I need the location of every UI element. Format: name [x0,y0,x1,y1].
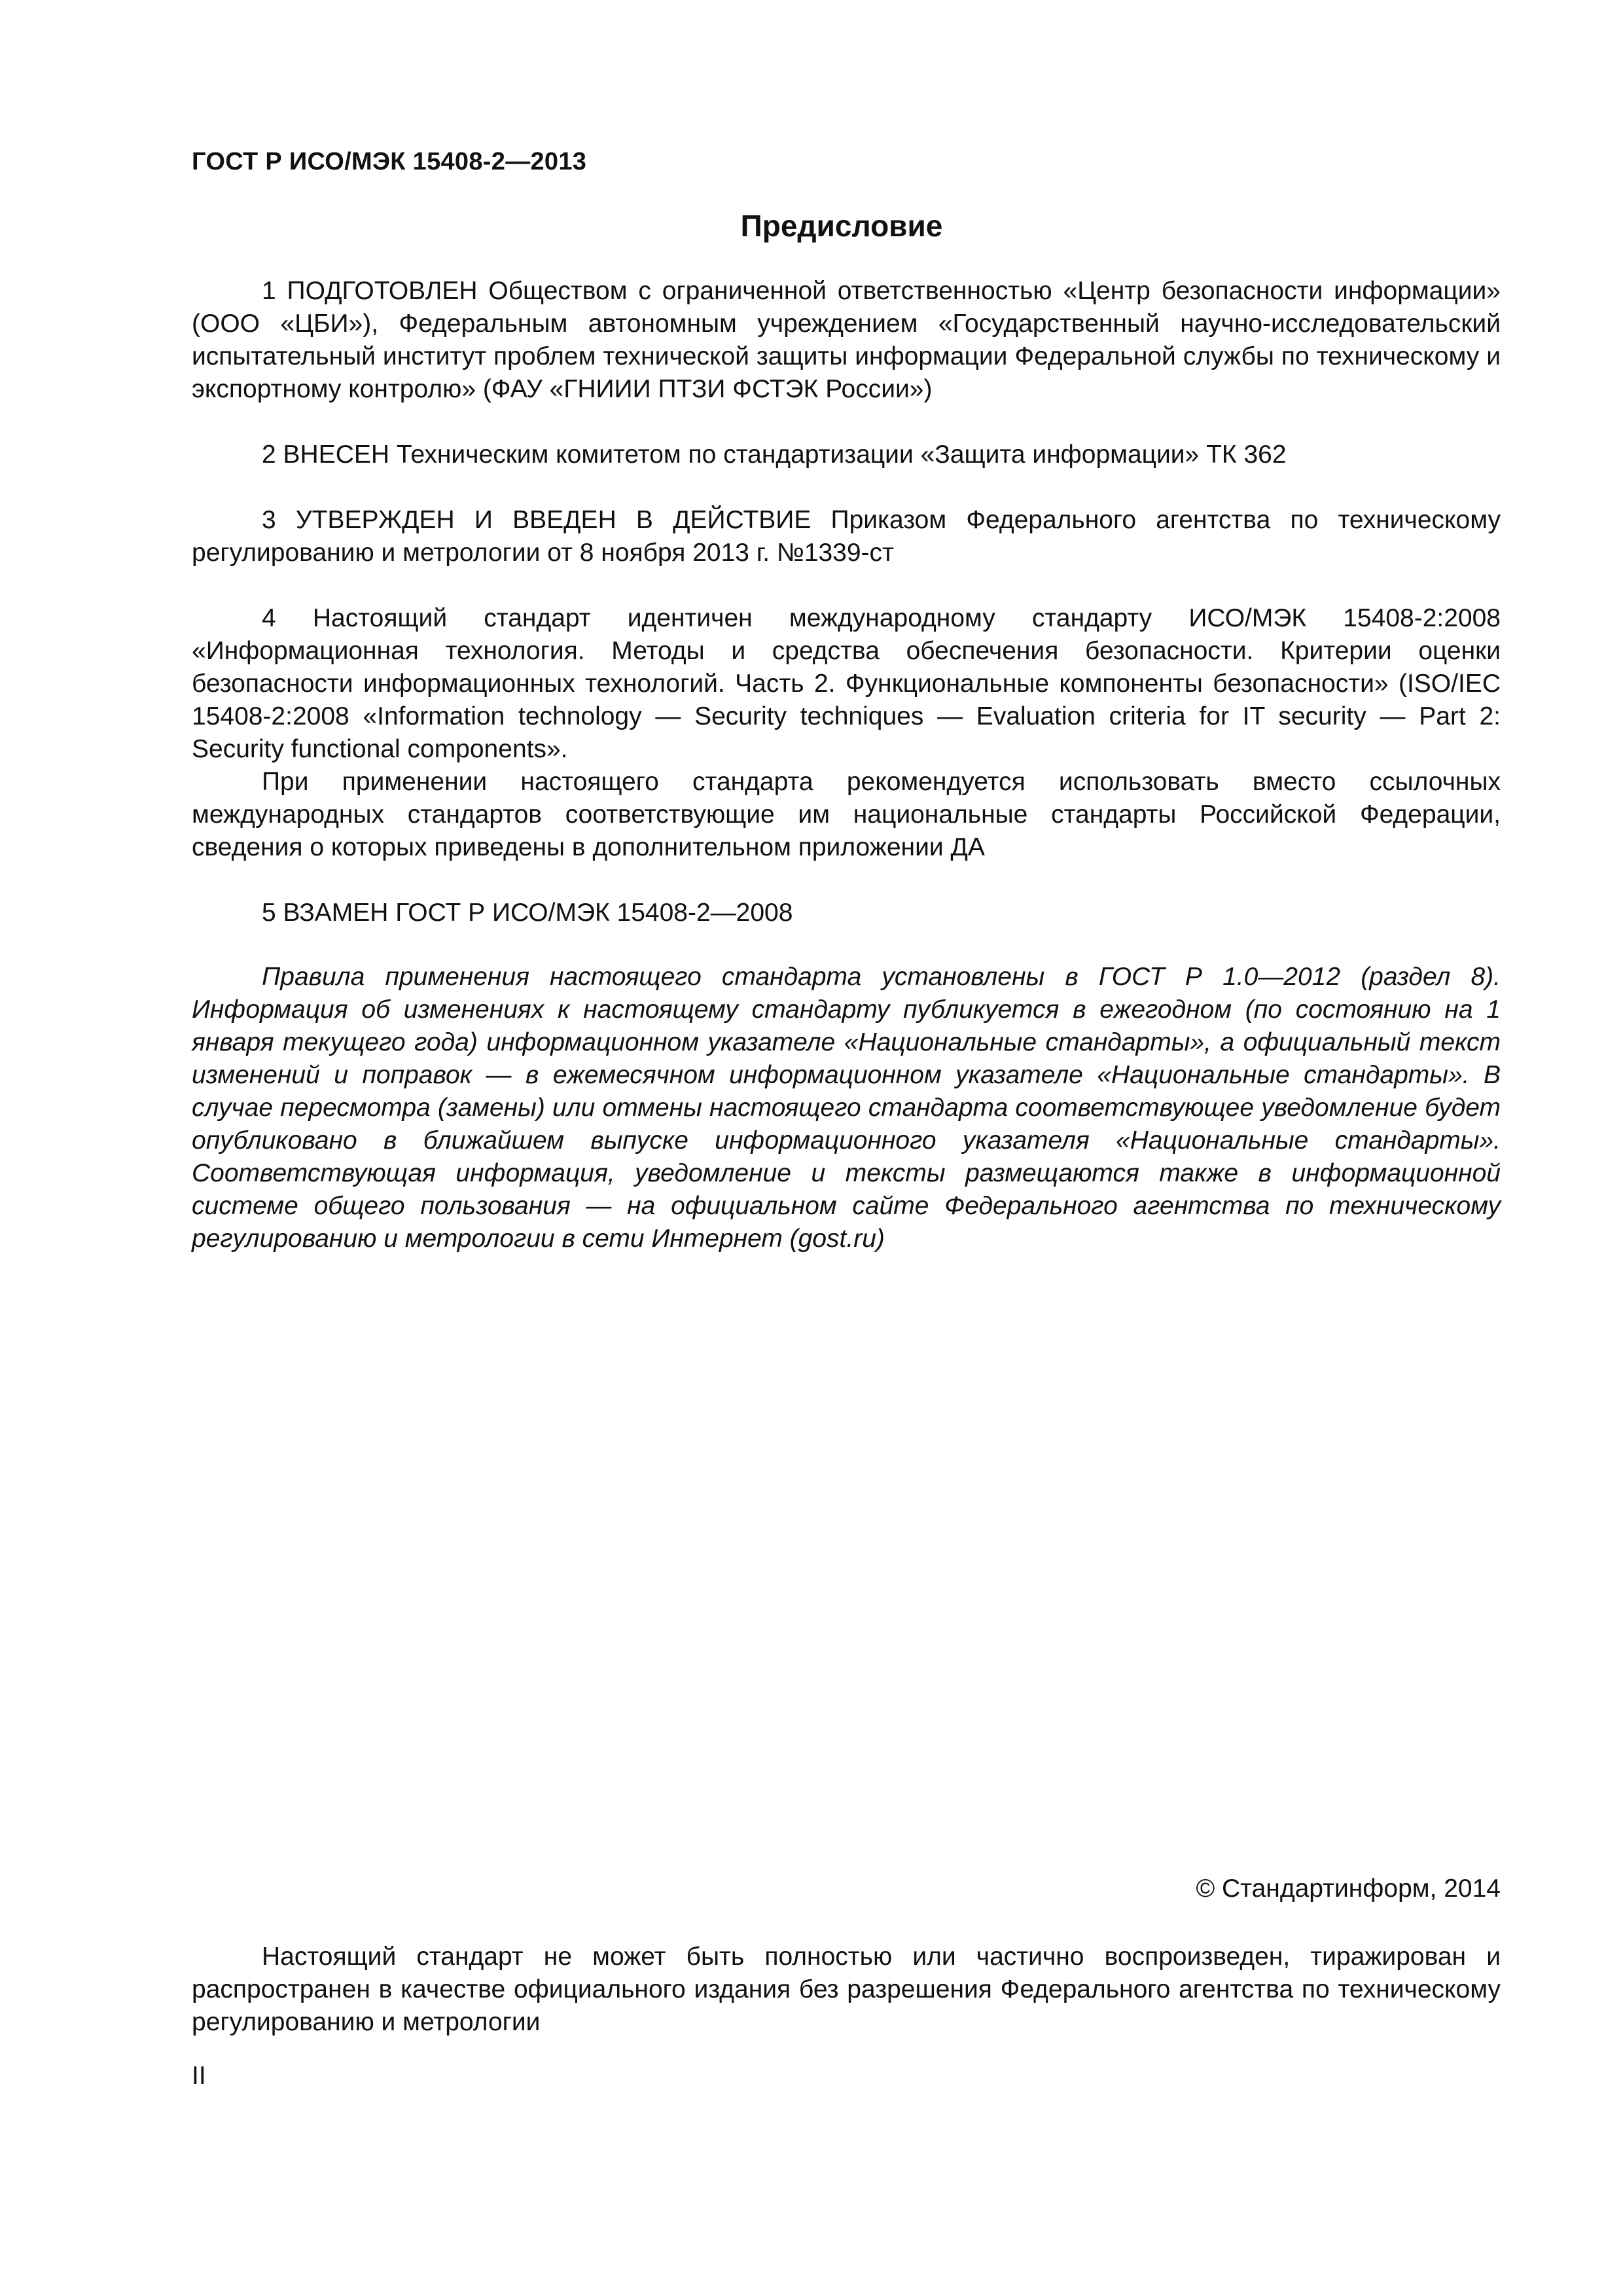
preface-item-4 [192,602,1501,766]
preface-item-4-note [192,766,1501,864]
preface-item-2 [192,439,1501,471]
preface-item-5 [192,897,1501,929]
preface-item-3-text: 3 УТВЕРЖДЕН И ВВЕДЕН В ДЕЙСТВИЕ Приказом Федерального агентства по техническому регулированию и метрологии от 8 ноября 2013 г. №1339-ст [192,506,1501,567]
preface-item-5-text: 5 ВЗАМЕН ГОСТ Р ИСО/МЭК 15408-2—2008 [262,899,793,927]
preface-item-3 [192,504,1501,569]
preface-item-2-text: 2 ВНЕСЕН Техническим комитетом по стандартизации «Защита информации» ТК 362 [262,440,1287,469]
page-title: Предисловие [740,209,943,243]
preface-item-4-text: 4 Настоящий стандарт идентичен международному стандарту ИСО/МЭК 15408-2:2008 «Информационная технология. Методы и средства обеспечения безопасности. Критерии оценки безопасности информационных технологий. Часть 2. Функциональные компоненты безопасности» (ISO/IEC 15408-2:2008 «Information technology — Security techniques — Evaluation criteria for IT security — Part 2: Security functional components». [192,604,1501,763]
copyright-line: © Стандартинформ, 2014 [1196,1874,1501,1903]
preface-item-4-note-text: При применении настоящего стандарта рекомендуется использовать вместо ссылочных международных стандартов соответствующие им национальные стандарты Российской Федерации, сведения о которых приведены в дополнительном приложении ДА [192,768,1501,861]
page-number: II [192,2062,206,2090]
preface-item-1 [192,275,1501,406]
preface-item-1-text: 1 ПОДГОТОВЛЕН Обществом с ограниченной ответственностью «Центр безопасности информации» (ООО «ЦБИ»), Федеральным автономным учреждением «Государственный научно-исследовательский испытательный институт проблем технической защиты информации Федеральной службы по техническому и экспортному контролю» (ФАУ «ГНИИИ ПТЗИ ФСТЭК России») [192,277,1501,403]
document-code-header: ГОСТ Р ИСО/МЭК 15408-2—2013 [192,148,587,175]
reproduction-notice: Настоящий стандарт не может быть полностью или частично воспроизведен, тиражирован и распространен в качестве официального издания без разрешения Федерального агентства по техническому регулированию и метрологии [192,1943,1501,2036]
application-rules-notice: Правила применения настоящего стандарта установлены в ГОСТ Р 1.0—2012 (раздел 8). Информация об изменениях к настоящему стандарту публикуется в ежегодном (по состоянию на 1 января текущего года) информационном указателе «Национальные стандарты», а официальный текст изменений и поправок — в ежемесячном информационном указателе «Национальные стандарты». В случае пересмотра (замены) или отмены настоящего стандарта соответствующее уведомление будет опубликовано в ближайшем выпуске информационного указателя «Национальные стандарты». Соответствующая информация, уведомление и тексты размещаются также в информационной системе общего пользования — на официальном сайте Федерального агентства по техническому регулированию и метрологии в сети Интернет (gost.ru) [192,963,1501,1253]
